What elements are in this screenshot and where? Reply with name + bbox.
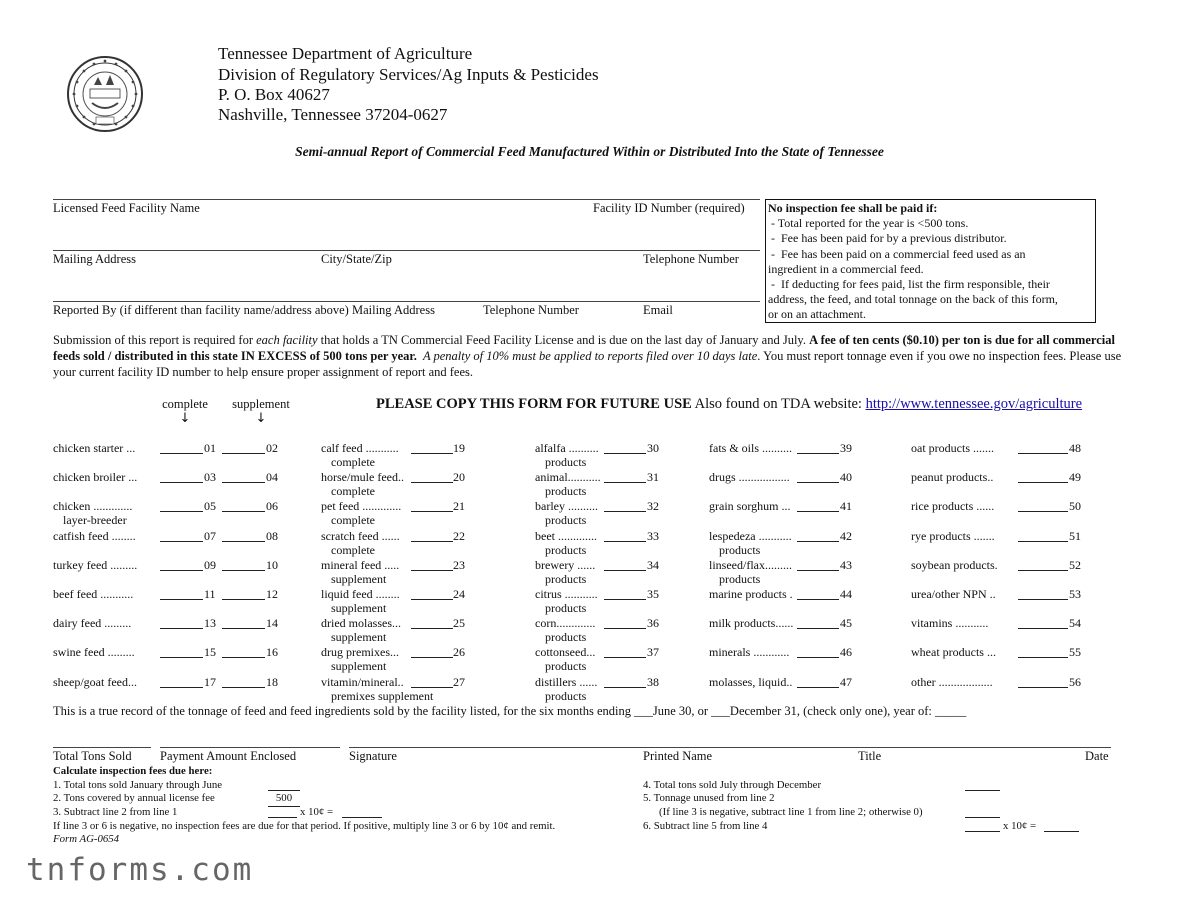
feed-label: swine feed ......... <box>53 645 135 660</box>
feed-sublabel: products <box>545 571 587 586</box>
notice-line: - Total reported for the year is <500 tons. <box>768 216 969 231</box>
notice-heading: No inspection fee shall be paid if: <box>768 201 938 215</box>
feed-sublabel: products <box>719 571 761 586</box>
tonnage-entry-blank[interactable] <box>1018 499 1068 512</box>
tonnage-entry-blank[interactable] <box>604 499 646 512</box>
feed-label: cottonseed... <box>535 645 596 660</box>
line-number: 25 <box>453 616 465 631</box>
feed-label: barley .......... <box>535 499 598 514</box>
feed-label: chicken starter ... <box>53 441 136 455</box>
tonnage-entry-blank[interactable] <box>797 470 839 483</box>
feed-sublabel: products <box>719 542 761 557</box>
line-number: 07 <box>204 528 216 543</box>
instr-fee-bold: A fee of ten cents ($0.10) per ton is due for all commercial feeds sold / distributed in this state IN EXCESS of 500 tons per year. <box>53 333 1115 363</box>
tonnage-entry-blank[interactable] <box>1018 587 1068 600</box>
header-city: Nashville, Tennessee 37204-0627 <box>218 105 448 124</box>
calc-line-3: 3. Subtract line 2 from line 1 <box>53 806 178 818</box>
feed-label: catfish feed ........ <box>53 528 136 543</box>
form-number: Form AG-0654 <box>53 833 120 845</box>
line-number: 21 <box>453 499 465 514</box>
line-number: 23 <box>453 557 465 572</box>
feed-sublabel: complete <box>331 542 375 557</box>
feed-label: alfalfa .......... <box>535 441 599 455</box>
reported-by-label: Reported By (if different than facility name/address above) Mailing Address <box>53 303 435 317</box>
tda-website-link[interactable]: http://www.tennessee.gov/agriculture <box>865 396 1083 412</box>
tonnage-entry-blank[interactable] <box>411 499 453 512</box>
line-number: 04 <box>266 470 278 485</box>
tonnage-entry-blank[interactable] <box>222 470 265 483</box>
line-number: 27 <box>453 674 465 689</box>
tonnage-entry-blank[interactable] <box>1018 675 1068 688</box>
calc-line-6-multiplier: x 10¢ = <box>1003 820 1037 832</box>
line-number: 38 <box>647 674 659 689</box>
feed-sublabel: products <box>545 513 587 528</box>
line-number: 56 <box>1069 674 1081 689</box>
tonnage-entry-blank[interactable] <box>604 616 646 629</box>
line-number: 03 <box>204 470 216 485</box>
line-number: 45 <box>840 616 852 631</box>
feed-sublabel: products <box>545 484 587 499</box>
feed-label: fats & oils .......... <box>709 441 792 455</box>
line-number: 18 <box>266 674 278 689</box>
line-number: 52 <box>1069 557 1081 572</box>
email-label: Email <box>643 303 673 317</box>
feed-sublabel: products <box>545 688 587 703</box>
line-number: 20 <box>453 470 465 485</box>
instr-penalty: A penalty of 10% must be applied to reports filed over 10 days late <box>416 349 758 363</box>
feed-label: beet ............. <box>535 528 597 543</box>
calc-note: If line 3 or 6 is negative, no inspection fees are due for that period. If positive, multiply line 3 or 6 by 10¢ and remit. <box>53 820 556 832</box>
tonnage-entry-blank[interactable] <box>222 587 265 600</box>
line-number: 34 <box>647 557 659 572</box>
feed-sublabel: layer-breeder <box>63 513 127 528</box>
line-number: 10 <box>266 557 278 572</box>
telephone-2-label: Telephone Number <box>483 303 579 317</box>
tonnage-entry-blank[interactable] <box>1018 470 1068 483</box>
tonnage-entry-blank[interactable] <box>797 675 839 688</box>
line-number: 19 <box>453 441 465 455</box>
tonnage-entry-blank[interactable] <box>222 645 265 658</box>
feed-label: citrus ........... <box>535 587 598 601</box>
feed-label: peanut products.. <box>911 470 994 485</box>
tonnage-entry-blank[interactable] <box>1018 529 1068 542</box>
line-number: 24 <box>453 587 465 601</box>
tonnage-entry-blank[interactable] <box>604 675 646 688</box>
tonnage-entry-blank[interactable] <box>160 616 203 629</box>
header-po-box: P. O. Box 40627 <box>218 85 330 104</box>
tennessee-state-seal-icon <box>66 55 144 133</box>
tonnage-entry-blank[interactable] <box>160 441 203 454</box>
tonnage-entry-blank[interactable] <box>411 616 453 629</box>
telephone-label: Telephone Number <box>643 252 739 266</box>
tonnage-entry-blank[interactable] <box>160 587 203 600</box>
calc-line-3-blank[interactable] <box>268 817 297 818</box>
calc-line-4: 4. Total tons sold July through December <box>643 779 822 791</box>
feed-sublabel: products <box>545 601 587 615</box>
facility-id-label: Facility ID Number (required) <box>593 201 745 215</box>
feed-sublabel: complete <box>331 455 375 469</box>
feed-label: milk products...... <box>709 616 794 631</box>
tonnage-entry-blank[interactable] <box>160 558 203 571</box>
printed-name-label: Printed Name <box>643 749 713 763</box>
calc-line-6-result[interactable] <box>1044 831 1079 832</box>
feed-label: drug premixes... <box>321 645 399 660</box>
tonnage-entry-blank[interactable] <box>411 675 453 688</box>
feed-label: vitamin/mineral.. <box>321 674 404 689</box>
tonnage-entry-blank[interactable] <box>604 645 646 658</box>
line-number: 41 <box>840 499 852 514</box>
line-number: 37 <box>647 645 659 660</box>
line-number: 39 <box>840 441 852 455</box>
tonnage-entry-blank[interactable] <box>222 441 265 454</box>
feed-label: marine products . <box>709 587 793 601</box>
signature-label: Signature <box>349 749 397 763</box>
feed-sublabel: complete <box>331 484 375 499</box>
calc-line-5-note: (If line 3 is negative, subtract line 1 from line 2; otherwise 0) <box>659 806 923 818</box>
line-number: 31 <box>647 470 659 485</box>
complete-column-header <box>155 397 215 426</box>
feed-sublabel: premixes supplement <box>331 688 434 703</box>
feed-label: dried molasses... <box>321 616 401 631</box>
tonnage-entry-blank[interactable] <box>797 645 839 658</box>
supplement-column-header <box>226 397 296 426</box>
feed-label: other .................. <box>911 674 993 689</box>
feed-sublabel: supplement <box>331 601 387 615</box>
feed-label: urea/other NPN .. <box>911 587 996 601</box>
line-number: 30 <box>647 441 659 455</box>
calc-line-3-multiplier: x 10¢ = <box>300 806 334 818</box>
feed-label: soybean products. <box>911 557 998 572</box>
feed-sublabel: supplement <box>331 659 387 674</box>
tonnage-entry-blank[interactable] <box>797 441 839 454</box>
feed-label: horse/mule feed.. <box>321 470 404 485</box>
tonnage-entry-blank[interactable] <box>160 470 203 483</box>
tonnage-entry-blank[interactable] <box>160 645 203 658</box>
line-number: 48 <box>1069 441 1081 455</box>
feed-label: drugs ................. <box>709 470 790 485</box>
feed-label: brewery ...... <box>535 557 596 572</box>
tonnage-entry-blank[interactable] <box>411 529 453 542</box>
calc-line-2-value: 500 <box>268 792 300 807</box>
copy-notice-bold: PLEASE COPY THIS FORM FOR FUTURE USE <box>376 396 692 412</box>
notice-line: or on an attachment. <box>768 307 866 322</box>
line-number: 17 <box>204 674 216 689</box>
calc-line-5: 5. Tonnage unused from line 2 <box>643 792 775 804</box>
feed-label: corn............. <box>535 616 596 631</box>
instructions-paragraph <box>53 332 1133 380</box>
tonnage-entry-blank[interactable] <box>411 441 453 454</box>
tonnage-entry-blank[interactable] <box>160 529 203 542</box>
tonnage-entry-blank[interactable] <box>1018 645 1068 658</box>
line-number: 50 <box>1069 499 1081 514</box>
supplement-label: supplement <box>232 397 290 411</box>
certification-statement: This is a true record of the tonnage of feed and feed ingredients sold by the facility listed, for the six months ending ___June 30, or ___December 31, (check only one), year of: _____ <box>53 704 967 718</box>
feed-label: oat products ....... <box>911 441 994 455</box>
notice-line: ingredient in a commercial feed. <box>768 261 924 276</box>
line-number: 13 <box>204 616 216 631</box>
feed-sublabel: supplement <box>331 571 387 586</box>
line-number: 12 <box>266 587 278 601</box>
instr-text: that holds a TN Commercial Feed Facility License and is due on the last day of January and July. <box>317 333 810 347</box>
tonnage-entry-blank[interactable] <box>797 558 839 571</box>
line-number: 51 <box>1069 528 1081 543</box>
feed-label: distillers ...... <box>535 674 598 689</box>
title-label: Title <box>858 749 882 763</box>
instr-emphasis: each facility <box>256 333 318 347</box>
feed-label: scratch feed ...... <box>321 528 400 543</box>
feed-label: molasses, liquid.. <box>709 674 793 689</box>
instr-text: . You must report tonnage even if you owe no inspection fees. Please use your current facility ID number to help ensure proper assignment of report and fees. <box>53 349 1122 379</box>
down-arrow-icon: ↓ <box>179 411 191 426</box>
line-number: 42 <box>840 528 852 543</box>
tonnage-entry-blank[interactable] <box>222 616 265 629</box>
calc-line-1: 1. Total tons sold January through June <box>53 779 223 791</box>
calc-line-1-blank[interactable] <box>268 790 300 791</box>
city-state-zip-label: City/State/Zip <box>321 252 392 266</box>
line-number: 14 <box>266 616 278 631</box>
notice-line: - Fee has been paid for by a previous distributor. <box>768 231 1007 246</box>
calc-line-4-blank[interactable] <box>965 790 1000 791</box>
header-division: Division of Regulatory Services/Ag Inputs & Pesticides <box>218 65 599 84</box>
tonnage-entry-blank[interactable] <box>604 558 646 571</box>
tonnage-entry-blank[interactable] <box>411 558 453 571</box>
feed-sublabel: supplement <box>331 630 387 645</box>
copy-form-notice <box>376 396 1082 413</box>
line-number: 26 <box>453 645 465 660</box>
tonnage-entry-blank[interactable] <box>222 558 265 571</box>
feed-label: lespedeza ........... <box>709 528 792 543</box>
line-number: 40 <box>840 470 852 485</box>
line-number: 15 <box>204 645 216 660</box>
line-number: 44 <box>840 587 852 601</box>
tonnage-entry-blank[interactable] <box>604 587 646 600</box>
tonnage-entry-blank[interactable] <box>411 470 453 483</box>
feed-label: minerals ............ <box>709 645 790 660</box>
feed-label: rye products ....... <box>911 528 995 543</box>
feed-label: pet feed ............. <box>321 499 402 514</box>
complete-label: complete <box>162 397 208 411</box>
feed-label: rice products ...... <box>911 499 995 514</box>
feed-label: sheep/goat feed... <box>53 674 137 689</box>
copy-notice-text: Also found on TDA website: <box>691 396 866 412</box>
total-tons-sold-label: Total Tons Sold <box>53 749 132 763</box>
header-department: Tennessee Department of Agriculture <box>218 44 473 63</box>
feed-label: wheat products ... <box>911 645 996 660</box>
feed-sublabel: products <box>545 659 587 674</box>
calc-line-3-result[interactable] <box>342 817 382 818</box>
instr-text: Submission of this report is required for <box>53 333 257 347</box>
line-number: 49 <box>1069 470 1081 485</box>
notice-line: address, the feed, and total tonnage on the back of this form, <box>768 292 1058 307</box>
tonnage-entry-blank[interactable] <box>222 499 265 512</box>
notice-line: - If deducting for fees paid, list the firm responsible, their <box>768 277 1050 292</box>
tonnage-entry-blank[interactable] <box>222 675 265 688</box>
tonnage-entry-blank[interactable] <box>797 587 839 600</box>
tnforms-watermark: tnforms.com <box>26 852 254 888</box>
form-title: Semi-annual Report of Commercial Feed Manufactured Within or Distributed Into the State of Tennessee <box>295 144 884 159</box>
payment-amount-label: Payment Amount Enclosed <box>160 749 297 763</box>
line-number: 35 <box>647 587 659 601</box>
calc-line-6-blank[interactable] <box>965 831 1000 832</box>
calc-line-6: 6. Subtract line 5 from line 4 <box>643 820 768 832</box>
feed-label: grain sorghum ... <box>709 499 791 514</box>
feed-label: vitamins ........... <box>911 616 989 631</box>
line-number: 33 <box>647 528 659 543</box>
feed-sublabel: products <box>545 630 587 645</box>
tonnage-entry-blank[interactable] <box>1018 441 1068 454</box>
feed-label: mineral feed ..... <box>321 557 400 572</box>
line-number: 36 <box>647 616 659 631</box>
line-number: 08 <box>266 528 278 543</box>
tonnage-entry-blank[interactable] <box>604 529 646 542</box>
line-number: 02 <box>266 441 278 455</box>
line-number: 05 <box>204 499 216 514</box>
tonnage-entry-blank[interactable] <box>604 441 646 454</box>
calc-line-2: 2. Tons covered by annual license fee <box>53 792 215 804</box>
line-number: 55 <box>1069 645 1081 660</box>
facility-name-label: Licensed Feed Facility Name <box>53 201 200 215</box>
feed-label: animal........... <box>535 470 601 485</box>
feed-label: chicken ............. <box>53 499 133 514</box>
tonnage-entry-blank[interactable] <box>1018 558 1068 571</box>
tonnage-entry-blank[interactable] <box>411 645 453 658</box>
feed-label: calf feed ........... <box>321 441 399 455</box>
feed-sublabel: products <box>545 542 587 557</box>
date-label: Date <box>1085 749 1109 763</box>
tonnage-entry-blank[interactable] <box>160 675 203 688</box>
line-number: 06 <box>266 499 278 514</box>
feed-label: dairy feed ......... <box>53 616 132 631</box>
line-number: 53 <box>1069 587 1081 601</box>
mailing-address-label: Mailing Address <box>53 252 136 266</box>
feed-label: liquid feed ........ <box>321 587 400 601</box>
feed-sublabel: complete <box>331 513 375 528</box>
tonnage-entry-blank[interactable] <box>222 529 265 542</box>
line-number: 11 <box>204 587 216 601</box>
tonnage-entry-blank[interactable] <box>1018 616 1068 629</box>
feed-label: chicken broiler ... <box>53 470 138 485</box>
line-number: 46 <box>840 645 852 660</box>
line-number: 54 <box>1069 616 1081 631</box>
feed-sublabel: products <box>545 455 587 469</box>
tonnage-entry-blank[interactable] <box>160 499 203 512</box>
feed-label: beef feed ........... <box>53 587 134 601</box>
line-number: 32 <box>647 499 659 514</box>
line-number: 01 <box>204 441 216 455</box>
feed-label: turkey feed ......... <box>53 557 138 572</box>
feed-label: linseed/flax......... <box>709 557 792 572</box>
tonnage-entry-blank[interactable] <box>604 470 646 483</box>
inspection-fee-notice-box <box>765 199 1096 323</box>
line-number: 09 <box>204 557 216 572</box>
tonnage-entry-blank[interactable] <box>797 499 839 512</box>
calc-line-5-blank[interactable] <box>965 817 1000 818</box>
line-number: 43 <box>840 557 852 572</box>
tonnage-entry-blank[interactable] <box>797 529 839 542</box>
calc-heading: Calculate inspection fees due here: <box>53 765 213 777</box>
line-number: 22 <box>453 528 465 543</box>
tonnage-entry-blank[interactable] <box>797 616 839 629</box>
down-arrow-icon: ↓ <box>255 411 267 426</box>
line-number: 16 <box>266 645 278 660</box>
line-number: 47 <box>840 674 852 689</box>
notice-line: - Fee has been paid on a commercial feed used as an <box>768 246 1026 261</box>
tonnage-entry-blank[interactable] <box>411 587 453 600</box>
